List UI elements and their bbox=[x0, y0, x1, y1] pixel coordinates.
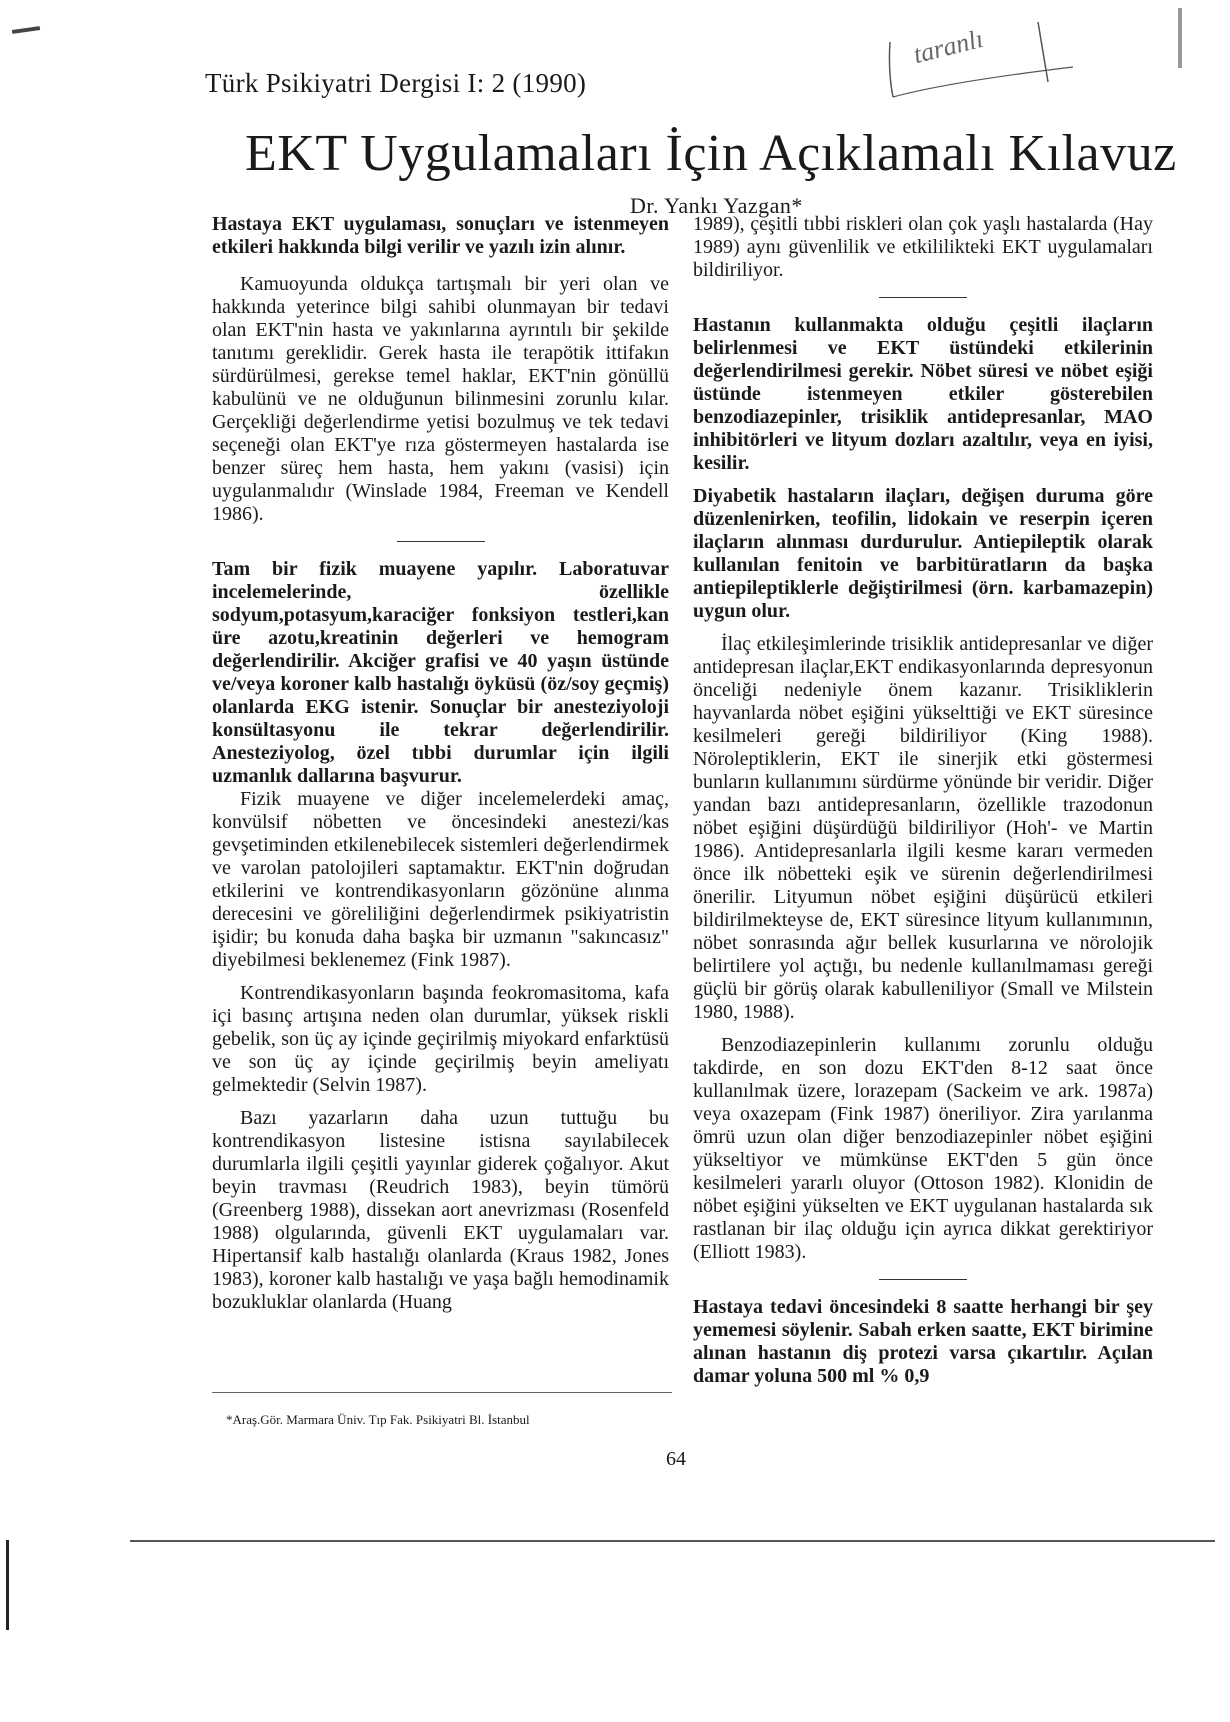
scan-speck bbox=[1178, 8, 1182, 68]
paragraph: İlaç etkileşimlerinde trisiklik antidepresanlar ve diğer antidepresan ilaçlar,EKT endikasyonlarında depresyonun önceliği nedeniyle önem kazanır. Trisikliklerin hayvanlarda nöbet eşiğini yükselttiği ve EKT süresince kesilmeleri gereği bildiriliyor (King 1988). Nöroleptiklerin, EKT ile sinerjik etki göstermesi bunların kullanımını sürdürme yönünde bir veridir. Diğer yandan bazı antidepresanların, özellikle trazodonun nöbet eşiğini düşürdüğü bildiriliyor (Hoh'- ve Martin 1986). Antidepresanlarla ilgili kesme kararı vermeden önce ilk nöbetteki eşik ve sürenin değerlendirilmesi önerilir. Lityumun nöbet eşiğini düşürücü etkileri bildirilmekteyse de, EKT süresince lityum kullanımının, nöbet sonrasında ağır bellek kusurlarına ve nörolojik belirtilere yol açtığı, bu nedenle kullanılmaması gereği güçlü bir görüş olarak kabulleniliyor (Small ve Milstein 1980, 1988). bbox=[693, 633, 1153, 1023]
paragraph: Tam bir fizik muayene yapılır. Laboratuvar incelemelerinde, özellikle sodyum,potasyum,karaciğer fonksiyon testleri,kan üre azotu,kreatinin değerleri ve hemogram değerlendirilir. Akciğer grafisi ve 40 yaşın üstünde ve/veya koroner kalb hastalığı öyküsü (öz/soy geçmiş) olanlarda EKG istenir. Sonuçlar bir anesteziyoloji konsültasyonu ile tekrar değerlendirilir. Anesteziyolog, özel tıbbi durumlar için ilgili uzmanlık dallarına başvurur. bbox=[212, 558, 669, 787]
page-number: 64 bbox=[666, 1448, 686, 1470]
paragraph: 1989), çeşitli tıbbi riskleri olan çok yaşlı hastalarda (Hay 1989) aynı güvenlilik ve etkililikteki EKT uygulamaları bildiriliyor. bbox=[693, 213, 1153, 281]
right-column bbox=[693, 213, 1153, 1388]
handwritten-note: taranlı bbox=[910, 23, 987, 70]
paragraph: Bazı yazarların daha uzun tuttuğu bu kontrendikasyon listesine istisna sayılabilecek durumlarla ilgili çeşitli yayınlar giderek çoğalıyor. Akut beyin travması (Reudrich 1983), beyin tümörü (Greenberg 1988), dissekan aort anevrizması (Rosenfeld 1988) olgularında, güvenli EKT uygulamaları var. Hipertansif kalb hastalığı olanlarda (Kraus 1982, Jones 1983), koroner kalb hastalığı ve yaşa bağlı hemodinamik bozukluklar olanlarda (Huang bbox=[212, 1107, 669, 1313]
paragraph: Benzodiazepinlerin kullanımı zorunlu olduğu takdirde, en son dozu EKT'den 8-12 saat önce kullanılmak üzere, lorazepam (Sackeim ve ark. 1987a) veya oxazepam (Fink 1987) öneriliyor. Zira yarılanma ömrü uzun olan diğer benzodiazepinler nöbet eşiğini yükseltiyor ve mümkünse EKT'den 5 gün önce kesilmeleri yararlı oluyor (Ottoson 1982). Klonidin de nöbet eşiğini yükselten ve EKT uygulanan hastalarda sık rastlanan bir ilaç olduğu için ayrıca dikkat gerektiriyor (Elliott 1983). bbox=[693, 1034, 1153, 1263]
paragraph: Diyabetik hastaların ilaçları, değişen duruma göre düzenlenirken, teofilin, lidokain ve reserpin içeren ilaçların alınması durdurulur. Antiepileptik olarak kullanılan fenitoin ve barbitüratların da başka antiepileptiklerle değiştirilmesi (örn. karbamazepin) uygun olur. bbox=[693, 485, 1153, 622]
scan-edge-line bbox=[130, 1540, 1215, 1542]
paragraph: Hastaya tedavi öncesindeki 8 saatte herhangi bir şey yememesi söylenir. Sabah erken saatte, EKT birimine alınan hastanın diş protezi varsa çıkartılır. Açılan damar yoluna 500 ml % 0,9 bbox=[693, 1296, 1153, 1387]
left-column bbox=[212, 213, 669, 1314]
paragraph: Hastanın kullanmakta olduğu çeşitli ilaçların belirlenmesi ve EKT üstündeki etkilerinin değerlendirilmesi gerekir. Nöbet süresi ve nöbet eşiği üstünde istenmeyen etkiler gösterebilen benzodiazepinler, trisiklik antidepresanlar, MAO inhibitörleri ve lityum dozları azaltılır, veya en iyisi, kesilir. bbox=[693, 314, 1153, 474]
paragraph: Kontrendikasyonların başında feokromasitoma, kafa içi basınç artışına neden olan durumlar, yüksek riskli gebelik, son üç ay içinde geçirilmiş miyokard enfarktüsü ve son üç ay içinde geçirilmiş beyin ameliyatı gelmektedir (Selvin 1987). bbox=[212, 982, 669, 1096]
paragraph: Kamuoyunda oldukça tartışmalı bir yeri olan ve hakkında yeterince bilgi sahibi olunmayan bir tedavi olan EKT'nin hasta ve yakınlarına ayrıntılı bir şekilde tanıtımı gereklidir. Gerek hasta ile terapötik ittifakın sürdürülmesi, gerekse temel haklar, EKT'nin gönüllü kabulünü ve ne olduğunun bilinmesini zorunlu kılar. Gerçekliği değerlendirme yetisi bozulmuş ve tek tedavi seçeneği olan EKT'ye rıza göstermeyen hastalarda ise benzer süreç hem hasta, hem yakını (vasisi) için uygulanmalıdır (Winslade 1984, Freeman ve Kendell 1986). bbox=[212, 273, 669, 525]
section-divider bbox=[879, 1279, 967, 1280]
scan-speck bbox=[6, 1540, 9, 1630]
section-divider bbox=[879, 297, 967, 298]
paragraph: Fizik muayene ve diğer incelemelerdeki amaç, konvülsif nöbetten ve öncesindeki anestezi/kas gevşetiminden etkilenebilecek sistemleri değerlendirmek ve varolan patolojileri saptamaktır. EKT'nin doğrudan etkilerini ve kontrendikasyonların gözönüne alınma derecesini ve göreliliğini değerlendirmek psikiyatristin işidir; bu konuda daha başka bir uzmanın "sakıncasız" diyebilmesi beklenemez (Fink 1987). bbox=[212, 788, 669, 971]
footnote-rule bbox=[212, 1392, 672, 1393]
article-title: EKT Uygulamaları İçin Açıklamalı Kılavuz bbox=[245, 125, 1177, 182]
section-divider bbox=[397, 541, 485, 542]
scan-speck bbox=[12, 26, 40, 34]
journal-header: Türk Psikiyatri Dergisi I: 2 (1990) bbox=[205, 68, 587, 98]
footnote: *Araş.Gör. Marmara Üniv. Tıp Fak. Psikiyatri Bl. İstanbul bbox=[226, 1412, 530, 1427]
paragraph: Hastaya EKT uygulaması, sonuçları ve istenmeyen etkileri hakkında bilgi verilir ve yazılı izin alınır. bbox=[212, 213, 669, 258]
article-author: Dr. Yankı Yazgan* bbox=[630, 193, 803, 218]
handwritten-annotation bbox=[868, 12, 1078, 112]
